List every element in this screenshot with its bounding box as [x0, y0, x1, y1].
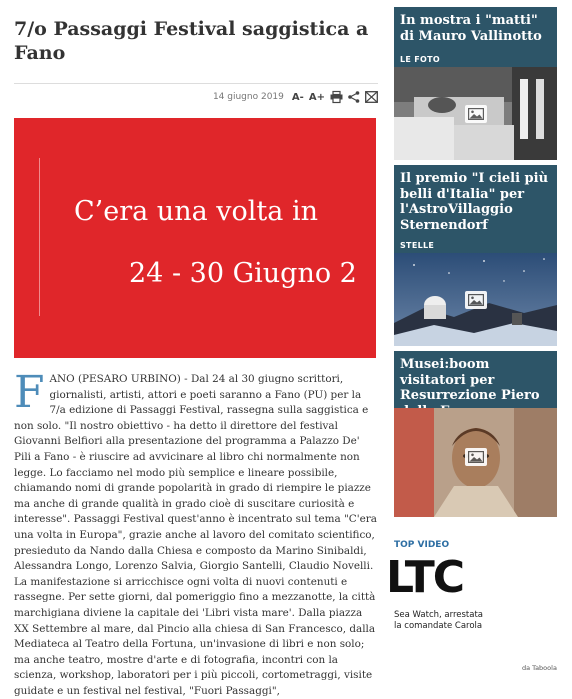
banner-dates: 24 - 30 Giugno 2: [129, 258, 357, 289]
photo-gallery-icon: [465, 448, 487, 466]
card-title[interactable]: Musei:boom visitatori per Resurrezione Piero: [400, 357, 540, 403]
article: [14, 0, 378, 697]
banner-divider: [39, 158, 40, 316]
card-photo[interactable]: [394, 253, 557, 346]
video-caption-link[interactable]: Sea Watch, arrestata la comandate Carola: [394, 610, 484, 631]
photo-gallery-icon: [465, 105, 487, 123]
related-card-musei[interactable]: [394, 351, 557, 517]
email-icon[interactable]: [365, 90, 378, 104]
article-title: 7/o Passaggi Festival saggistica a Fano: [14, 18, 369, 64]
article-text: ANO (PESARO URBINO) - Dal 24 al 30 giugno scrittori, giornalisti, artisti, attori e poeti saranno a Fano (PU) per la 7/a edizione di Passaggi Festival, rassegna sulla saggistica e non solo. "Il nostro obiettivo - ha detto il direttore del festival Giovanni Belfiori alla presentazione del programma a Palazzo De' Pili a Fano - è riuscire ad avvicinare al libro chi normalmente non legge. Lo facciamo nel modo più semplice e lineare possibile, chiamando nomi di grande popolarità in grado di riempire le piazze ma anche di grande qualità in grado cioè di suscitare curiosità e interesse". Passaggi Festival quest'anno è incentrato sul tema "C'era una volta in Europa", grazie anche al lavoro del comitato scientifico, presieduto da Nando dalla Chiesa e composto da Marino Sinibaldi, Alessandra Longo, Lorenzo Salvia, Giorgio Santelli, Claudio Novelli. La manifestazione si arricchisce ogni volta di nuovi contenuti e rassegne. Per sette giorni, dal pomeriggio fino a mezzanotte, la città marchigiana diviene la capitale dei 'Libri vista mare'. Dalla piazza XX Settembre al mare, dal Pincio alla chiesa di San Francesco, dalla Mediateca al Teatro della Fortuna, un'invasione di libri e non solo; ma anche teatro, mostre d'arte e di fotografia, incontri con la scienza, workshop, laboratori per i più piccoli, cortometraggi, visite guidate e un festival nel festival, "Fuori Passaggi",: [14, 373, 377, 697]
top-video-label: TOP VIDEO: [394, 540, 450, 550]
taboola-attribution[interactable]: da Taboola: [522, 664, 557, 672]
video-thumbnail[interactable]: [386, 552, 464, 603]
font-increase-button[interactable]: A+: [308, 91, 325, 103]
related-card-mostra[interactable]: [394, 7, 557, 160]
card-tag: LE FOTO: [400, 55, 440, 64]
festival-banner-image: [14, 118, 376, 358]
card-photo[interactable]: [394, 408, 557, 517]
title-divider: [14, 83, 378, 84]
print-icon[interactable]: [330, 90, 343, 104]
article-meta-toolbar: [14, 89, 378, 105]
banner-headline: C’era una volta in: [74, 196, 318, 227]
card-photo[interactable]: [394, 67, 557, 160]
card-title[interactable]: In mostra i "matti" di Mauro Vallinotto: [400, 13, 542, 44]
font-decrease-button[interactable]: A-: [291, 91, 304, 103]
article-body: [14, 367, 378, 699]
drop-cap: F: [14, 367, 45, 418]
video-thumbnail-text: LTC: [386, 552, 464, 603]
share-icon[interactable]: [348, 90, 360, 104]
card-title[interactable]: Il premio "I cieli più belli d'Italia" per l'AstroVillaggio Sternendorf: [400, 171, 549, 233]
card-tag: STELLE: [400, 241, 435, 250]
related-card-cieli[interactable]: [394, 165, 557, 346]
article-date: 14 giugno 2019: [212, 92, 284, 102]
photo-gallery-icon: [465, 291, 487, 309]
top-video-widget: [386, 540, 557, 631]
